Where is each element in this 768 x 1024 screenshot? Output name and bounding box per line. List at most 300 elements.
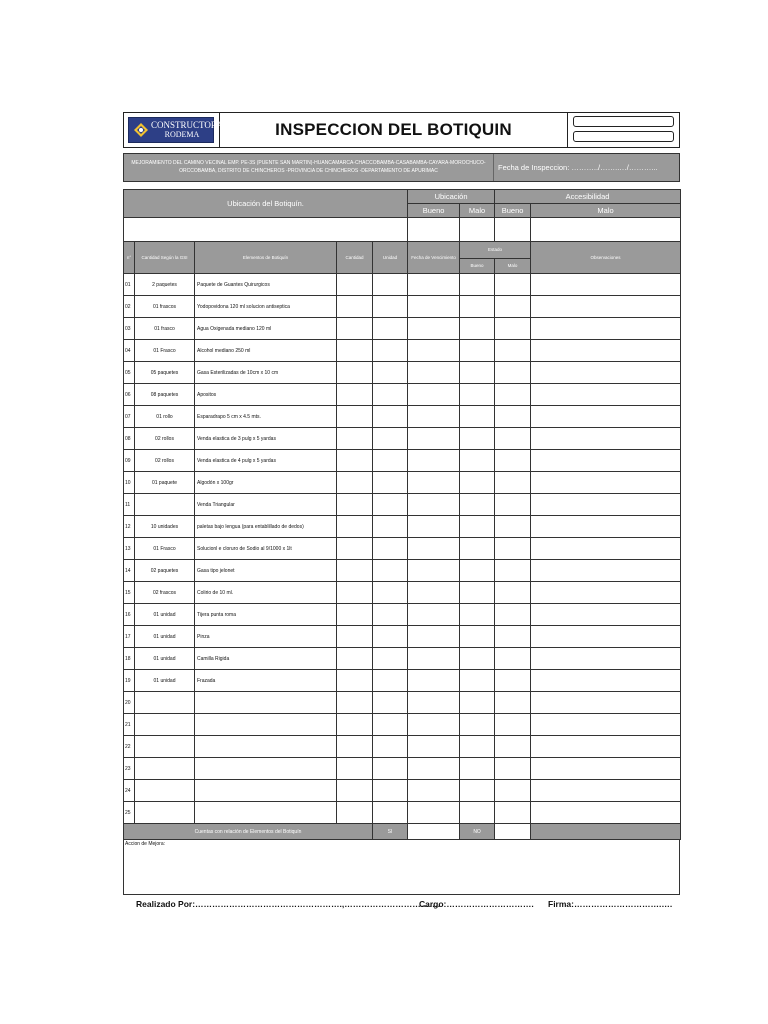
item-element: Frazada — [195, 670, 337, 692]
table-row — [124, 560, 681, 582]
item-observaciones-cell[interactable] — [531, 406, 681, 428]
item-bueno-cell[interactable] — [460, 494, 495, 516]
item-cantidad-cell[interactable] — [337, 692, 373, 714]
logo-cell — [124, 113, 224, 147]
item-fecha-vencimiento-cell[interactable] — [408, 582, 460, 604]
item-malo-cell[interactable] — [495, 406, 531, 428]
item-malo-cell[interactable] — [495, 494, 531, 516]
item-fecha-vencimiento-cell[interactable] — [408, 692, 460, 714]
logo-text-line2: RODEMA — [164, 130, 200, 139]
item-unidad-cell[interactable] — [373, 714, 408, 736]
item-fecha-vencimiento-cell[interactable] — [408, 736, 460, 758]
item-gsi-quantity: 01 unidad — [135, 670, 195, 692]
item-number: 16 — [124, 604, 135, 626]
firma[interactable]: Firma:………………………….…. — [548, 899, 673, 909]
item-unidad-cell[interactable] — [373, 450, 408, 472]
item-fecha-vencimiento-cell[interactable] — [408, 384, 460, 406]
item-observaciones-cell[interactable] — [531, 736, 681, 758]
item-cantidad-cell[interactable] — [337, 802, 373, 824]
item-observaciones-cell[interactable] — [531, 428, 681, 450]
item-element: Gasa Esterilizadas de 10cm x 10 cm — [195, 362, 337, 384]
item-unidad-cell[interactable] — [373, 296, 408, 318]
table-row — [124, 648, 681, 670]
item-number: 06 — [124, 384, 135, 406]
item-observaciones-cell[interactable] — [531, 384, 681, 406]
item-unidad-cell[interactable] — [373, 428, 408, 450]
item-bueno-cell[interactable] — [460, 406, 495, 428]
item-number: 17 — [124, 626, 135, 648]
item-malo-cell[interactable] — [495, 296, 531, 318]
item-element: Paquete de Guantes Quirurgicos — [195, 274, 337, 296]
accesibilidad-malo-cell[interactable] — [531, 218, 681, 242]
item-unidad-cell[interactable] — [373, 494, 408, 516]
item-gsi-quantity — [135, 692, 195, 714]
item-observaciones-cell[interactable] — [531, 450, 681, 472]
item-cantidad-cell[interactable] — [337, 604, 373, 626]
item-fecha-vencimiento-cell[interactable] — [408, 758, 460, 780]
table-row — [124, 274, 681, 296]
item-unidad-cell[interactable] — [373, 560, 408, 582]
item-unidad-cell[interactable] — [373, 780, 408, 802]
item-bueno-cell[interactable] — [460, 384, 495, 406]
action-box[interactable] — [123, 839, 680, 895]
item-unidad-cell[interactable] — [373, 406, 408, 428]
table-row — [124, 472, 681, 494]
table-row — [124, 516, 681, 538]
item-cantidad-cell[interactable] — [337, 362, 373, 384]
location-label: Ubicación del Botiquín. — [124, 190, 408, 218]
item-cantidad-cell[interactable] — [337, 714, 373, 736]
item-observaciones-cell[interactable] — [531, 604, 681, 626]
item-malo-cell[interactable] — [495, 670, 531, 692]
item-number: 02 — [124, 296, 135, 318]
item-fecha-vencimiento-cell[interactable] — [408, 274, 460, 296]
item-element: Tijera punta roma — [195, 604, 337, 626]
item-observaciones-cell[interactable] — [531, 582, 681, 604]
table-row — [124, 692, 681, 714]
item-number: 24 — [124, 780, 135, 802]
project-line-2: ORCCOBAMBA, DISTRITO DE CHINCHEROS -PROVINCIA DE CHINCHEROS -DEPARTAMENTO DE APURIMAC — [179, 168, 438, 174]
item-cantidad-cell[interactable] — [337, 538, 373, 560]
item-observaciones-cell[interactable] — [531, 538, 681, 560]
item-fecha-vencimiento-cell[interactable] — [408, 362, 460, 384]
item-number: 25 — [124, 802, 135, 824]
item-malo-cell[interactable] — [495, 384, 531, 406]
col-unidad: Unidad — [373, 242, 408, 274]
table-row — [124, 384, 681, 406]
item-observaciones-cell[interactable] — [531, 494, 681, 516]
item-element: Camilla Rigida — [195, 648, 337, 670]
item-observaciones-cell[interactable] — [531, 340, 681, 362]
item-element: Venda Triangular — [195, 494, 337, 516]
accesibilidad-bueno: Bueno — [495, 204, 531, 218]
item-fecha-vencimiento-cell[interactable] — [408, 802, 460, 824]
item-fecha-vencimiento-cell[interactable] — [408, 604, 460, 626]
item-bueno-cell[interactable] — [460, 428, 495, 450]
summary-filler — [531, 824, 681, 840]
col-estado-bueno: Bueno — [460, 258, 495, 273]
item-unidad-cell[interactable] — [373, 472, 408, 494]
col-observaciones: Observaciones — [531, 242, 681, 274]
item-malo-cell[interactable] — [495, 516, 531, 538]
item-unidad-cell[interactable] — [373, 736, 408, 758]
item-cantidad-cell[interactable] — [337, 472, 373, 494]
item-cantidad-cell[interactable] — [337, 428, 373, 450]
item-element: Yodopovidona 120 ml solucion antiseptica — [195, 296, 337, 318]
item-gsi-quantity: 01 Frasco — [135, 340, 195, 362]
item-bueno-cell[interactable] — [460, 692, 495, 714]
item-unidad-cell[interactable] — [373, 670, 408, 692]
table-row — [124, 340, 681, 362]
summary-no-cell[interactable] — [495, 824, 531, 840]
item-fecha-vencimiento-cell[interactable] — [408, 318, 460, 340]
item-unidad-cell[interactable] — [373, 758, 408, 780]
item-cantidad-cell[interactable] — [337, 626, 373, 648]
item-fecha-vencimiento-cell[interactable] — [408, 516, 460, 538]
location-entry-row — [124, 218, 681, 242]
item-unidad-cell[interactable] — [373, 626, 408, 648]
col-fecha-vencimiento: Fecha de Vencimiento — [408, 242, 460, 274]
table-row — [124, 538, 681, 560]
item-cantidad-cell[interactable] — [337, 758, 373, 780]
item-element: Pinza — [195, 626, 337, 648]
item-bueno-cell[interactable] — [460, 538, 495, 560]
col-estado: Estado — [460, 242, 531, 259]
table-row — [124, 494, 681, 516]
item-unidad-cell[interactable] — [373, 384, 408, 406]
item-fecha-vencimiento-cell[interactable] — [408, 780, 460, 802]
item-cantidad-cell[interactable] — [337, 296, 373, 318]
item-bueno-cell[interactable] — [460, 340, 495, 362]
item-malo-cell[interactable] — [495, 274, 531, 296]
item-gsi-quantity: 02 frascos — [135, 582, 195, 604]
company-logo — [128, 117, 224, 143]
accesibilidad-header: Accesibilidad — [495, 190, 681, 204]
item-fecha-vencimiento-cell[interactable] — [408, 340, 460, 362]
item-observaciones-cell[interactable] — [531, 626, 681, 648]
item-malo-cell[interactable] — [495, 758, 531, 780]
item-fecha-vencimiento-cell[interactable] — [408, 714, 460, 736]
item-gsi-quantity: 02 rollos — [135, 428, 195, 450]
table-row — [124, 604, 681, 626]
item-number: 11 — [124, 494, 135, 516]
item-gsi-quantity — [135, 758, 195, 780]
table-row — [124, 450, 681, 472]
item-gsi-quantity: 02 rollos — [135, 450, 195, 472]
item-number: 10 — [124, 472, 135, 494]
item-malo-cell[interactable] — [495, 582, 531, 604]
document-code-field[interactable] — [573, 116, 674, 127]
item-observaciones-cell[interactable] — [531, 516, 681, 538]
inspection-date[interactable]: Fecha de Inspeccion: ………../……..…/………... — [498, 163, 658, 172]
item-malo-cell[interactable] — [495, 780, 531, 802]
item-number: 18 — [124, 648, 135, 670]
item-element: Colirio de 10 ml. — [195, 582, 337, 604]
item-unidad-cell[interactable] — [373, 692, 408, 714]
item-malo-cell[interactable] — [495, 648, 531, 670]
item-gsi-quantity: 01 paquete — [135, 472, 195, 494]
summary-label: Cuentas con relación de Elementos del Botiquín — [124, 824, 373, 840]
item-cantidad-cell[interactable] — [337, 494, 373, 516]
item-gsi-quantity: 01 unidad — [135, 626, 195, 648]
item-number: 22 — [124, 736, 135, 758]
col-number: n° — [124, 242, 135, 274]
item-bueno-cell[interactable] — [460, 296, 495, 318]
item-element: Venda elastica de 4 pulg x 5 yardas — [195, 450, 337, 472]
item-cantidad-cell[interactable] — [337, 406, 373, 428]
item-element: Esparadrapo 5 cm x 4.5 mts. — [195, 406, 337, 428]
item-cantidad-cell[interactable] — [337, 516, 373, 538]
item-fecha-vencimiento-cell[interactable] — [408, 560, 460, 582]
item-gsi-quantity: 01 Frasco — [135, 538, 195, 560]
table-row — [124, 296, 681, 318]
item-unidad-cell[interactable] — [373, 802, 408, 824]
item-observaciones-cell[interactable] — [531, 780, 681, 802]
item-number: 03 — [124, 318, 135, 340]
item-gsi-quantity: 01 unidad — [135, 648, 195, 670]
diamond-logo-icon — [133, 122, 149, 138]
item-fecha-vencimiento-cell[interactable] — [408, 670, 460, 692]
item-bueno-cell[interactable] — [460, 318, 495, 340]
item-gsi-quantity: 10 unidades — [135, 516, 195, 538]
item-bueno-cell[interactable] — [460, 560, 495, 582]
item-number: 05 — [124, 362, 135, 384]
item-element: Gasa tipo jelonet — [195, 560, 337, 582]
item-cantidad-cell[interactable] — [337, 340, 373, 362]
ubicacion-malo-cell[interactable] — [460, 218, 495, 242]
item-cantidad-cell[interactable] — [337, 318, 373, 340]
item-bueno-cell[interactable] — [460, 604, 495, 626]
ubicacion-bueno-cell[interactable] — [408, 218, 460, 242]
item-gsi-quantity — [135, 494, 195, 516]
item-cantidad-cell[interactable] — [337, 736, 373, 758]
item-malo-cell[interactable] — [495, 802, 531, 824]
accesibilidad-bueno-cell[interactable] — [495, 218, 531, 242]
item-gsi-quantity — [135, 802, 195, 824]
item-observaciones-cell[interactable] — [531, 802, 681, 824]
summary-row — [124, 824, 681, 840]
item-observaciones-cell[interactable] — [531, 692, 681, 714]
item-bueno-cell[interactable] — [460, 516, 495, 538]
item-bueno-cell[interactable] — [460, 736, 495, 758]
item-gsi-quantity: 2 paquetes — [135, 274, 195, 296]
item-element: Venda elastica de 3 pulg x 5 yardas — [195, 428, 337, 450]
accesibilidad-malo: Malo — [531, 204, 681, 218]
item-malo-cell[interactable] — [495, 538, 531, 560]
item-malo-cell[interactable] — [495, 604, 531, 626]
item-observaciones-cell[interactable] — [531, 274, 681, 296]
item-bueno-cell[interactable] — [460, 472, 495, 494]
item-malo-cell[interactable] — [495, 560, 531, 582]
item-bueno-cell[interactable] — [460, 274, 495, 296]
item-bueno-cell[interactable] — [460, 802, 495, 824]
table-row — [124, 318, 681, 340]
col-cantidad: Cantidad — [337, 242, 373, 274]
item-gsi-quantity: 08 paquetes — [135, 384, 195, 406]
item-malo-cell[interactable] — [495, 362, 531, 384]
item-observaciones-cell[interactable] — [531, 472, 681, 494]
item-cantidad-cell[interactable] — [337, 560, 373, 582]
item-observaciones-cell[interactable] — [531, 318, 681, 340]
item-observaciones-cell[interactable] — [531, 648, 681, 670]
item-element: paletas bajo lengua (para entablillado de dedos) — [195, 516, 337, 538]
item-malo-cell[interactable] — [495, 472, 531, 494]
item-gsi-quantity — [135, 736, 195, 758]
project-description — [124, 154, 494, 181]
cargo[interactable]: Cargo:…………………………. — [419, 899, 534, 909]
item-gsi-quantity: 01 frascos — [135, 296, 195, 318]
item-cantidad-cell[interactable] — [337, 582, 373, 604]
item-bueno-cell[interactable] — [460, 670, 495, 692]
item-cantidad-cell[interactable] — [337, 450, 373, 472]
item-gsi-quantity: 05 paquetes — [135, 362, 195, 384]
item-element — [195, 714, 337, 736]
item-cantidad-cell[interactable] — [337, 384, 373, 406]
item-element — [195, 780, 337, 802]
table-row — [124, 670, 681, 692]
item-unidad-cell[interactable] — [373, 516, 408, 538]
item-element: Algodón x 100gr — [195, 472, 337, 494]
table-row — [124, 428, 681, 450]
item-malo-cell[interactable] — [495, 736, 531, 758]
item-element: Agua Oxigenada mediano 120 ml — [195, 318, 337, 340]
item-gsi-quantity: 02 paquetes — [135, 560, 195, 582]
item-element — [195, 802, 337, 824]
item-number: 20 — [124, 692, 135, 714]
item-element — [195, 692, 337, 714]
item-gsi-quantity — [135, 780, 195, 802]
form-header — [123, 112, 680, 148]
item-element — [195, 736, 337, 758]
item-number: 21 — [124, 714, 135, 736]
item-number: 15 — [124, 582, 135, 604]
item-fecha-vencimiento-cell[interactable] — [408, 428, 460, 450]
item-unidad-cell[interactable] — [373, 340, 408, 362]
item-bueno-cell[interactable] — [460, 758, 495, 780]
item-unidad-cell[interactable] — [373, 362, 408, 384]
document-version-field[interactable] — [573, 131, 674, 142]
item-number: 23 — [124, 758, 135, 780]
item-element — [195, 758, 337, 780]
table-row — [124, 714, 681, 736]
item-number: 12 — [124, 516, 135, 538]
table-row — [124, 736, 681, 758]
project-line-1: MEJORAMIENTO DEL CAMINO VECINAL EMP. PE-3S (PUENTE SAN MARTIN)-HUANCAMARCA-CHACCOBAMBA-CASABAMBA-CAYARA-MOROCHUCO- — [131, 160, 486, 166]
item-malo-cell[interactable] — [495, 450, 531, 472]
item-unidad-cell[interactable] — [373, 648, 408, 670]
item-observaciones-cell[interactable] — [531, 670, 681, 692]
action-label: Accion de Mejora: — [125, 841, 166, 847]
table-row — [124, 758, 681, 780]
summary-si: SI — [373, 824, 408, 840]
item-fecha-vencimiento-cell[interactable] — [408, 538, 460, 560]
item-gsi-quantity: 01 frasco — [135, 318, 195, 340]
item-fecha-vencimiento-cell[interactable] — [408, 648, 460, 670]
item-number: 09 — [124, 450, 135, 472]
item-element: Alcohol mediano 250 ml — [195, 340, 337, 362]
item-unidad-cell[interactable] — [373, 538, 408, 560]
item-bueno-cell[interactable] — [460, 582, 495, 604]
item-observaciones-cell[interactable] — [531, 362, 681, 384]
item-fecha-vencimiento-cell[interactable] — [408, 296, 460, 318]
ubicacion-malo: Malo — [460, 204, 495, 218]
item-bueno-cell[interactable] — [460, 714, 495, 736]
item-cantidad-cell[interactable] — [337, 274, 373, 296]
item-number: 13 — [124, 538, 135, 560]
ubicacion-header: Ubicación — [408, 190, 495, 204]
item-bueno-cell[interactable] — [460, 626, 495, 648]
location-entry-cell[interactable] — [124, 218, 408, 242]
table-row — [124, 802, 681, 824]
item-malo-cell[interactable] — [495, 692, 531, 714]
item-unidad-cell[interactable] — [373, 582, 408, 604]
item-bueno-cell[interactable] — [460, 450, 495, 472]
item-element: Solucionl e cloruro de Sodio al 9/1000 x 1lt — [195, 538, 337, 560]
page-title: INSPECCION DEL BOTIQUIN — [220, 113, 568, 147]
item-bueno-cell[interactable] — [460, 362, 495, 384]
item-number: 14 — [124, 560, 135, 582]
item-observaciones-cell[interactable] — [531, 296, 681, 318]
realizado-por[interactable]: Realizado Por:…………………………………………….,……………………………. — [136, 899, 441, 909]
item-fecha-vencimiento-cell[interactable] — [408, 626, 460, 648]
item-bueno-cell[interactable] — [460, 780, 495, 802]
item-gsi-quantity: 01 unidad — [135, 604, 195, 626]
item-malo-cell[interactable] — [495, 428, 531, 450]
item-observaciones-cell[interactable] — [531, 758, 681, 780]
item-number: 19 — [124, 670, 135, 692]
item-number: 07 — [124, 406, 135, 428]
item-malo-cell[interactable] — [495, 714, 531, 736]
summary-no: NO — [460, 824, 495, 840]
item-gsi-quantity: 01 rollo — [135, 406, 195, 428]
item-fecha-vencimiento-cell[interactable] — [408, 450, 460, 472]
project-band — [123, 153, 680, 182]
item-gsi-quantity — [135, 714, 195, 736]
item-bueno-cell[interactable] — [460, 648, 495, 670]
table-row — [124, 406, 681, 428]
table-row — [124, 626, 681, 648]
item-malo-cell[interactable] — [495, 318, 531, 340]
item-cantidad-cell[interactable] — [337, 648, 373, 670]
item-fecha-vencimiento-cell[interactable] — [408, 494, 460, 516]
item-unidad-cell[interactable] — [373, 274, 408, 296]
logo-text-line1: CONSTRUCTORA — [151, 120, 224, 130]
table-row — [124, 362, 681, 384]
item-malo-cell[interactable] — [495, 340, 531, 362]
item-number: 04 — [124, 340, 135, 362]
item-number: 08 — [124, 428, 135, 450]
item-observaciones-cell[interactable] — [531, 714, 681, 736]
item-cantidad-cell[interactable] — [337, 670, 373, 692]
col-elementos: Elementos de Botiquín — [195, 242, 337, 274]
col-cantidad-gsi: Cantidad Según la GSI — [135, 242, 195, 274]
summary-si-cell[interactable] — [408, 824, 460, 840]
table-row — [124, 582, 681, 604]
col-estado-malo: Malo — [495, 258, 531, 273]
table-row — [124, 780, 681, 802]
ubicacion-bueno: Bueno — [408, 204, 460, 218]
column-header-row — [124, 242, 681, 259]
location-header-row — [124, 190, 681, 204]
inspection-table — [123, 189, 680, 840]
item-unidad-cell[interactable] — [373, 318, 408, 340]
item-fecha-vencimiento-cell[interactable] — [408, 472, 460, 494]
item-unidad-cell[interactable] — [373, 604, 408, 626]
item-observaciones-cell[interactable] — [531, 560, 681, 582]
item-malo-cell[interactable] — [495, 626, 531, 648]
item-cantidad-cell[interactable] — [337, 780, 373, 802]
item-fecha-vencimiento-cell[interactable] — [408, 406, 460, 428]
